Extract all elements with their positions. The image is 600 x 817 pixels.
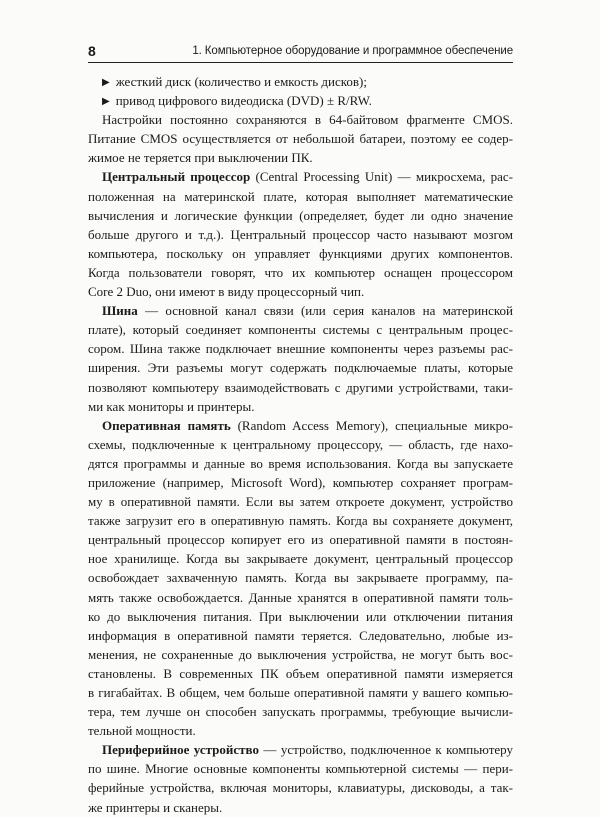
paragraph-line: ширения. Эти разъемы могут содержать подключаемые платы, которые: [88, 360, 513, 376]
paragraph-line: Периферийное устройство — устройство, подключенное к компьютеру: [102, 742, 514, 758]
paragraph-line: же принтеры и сканеры.: [88, 799, 223, 815]
paragraph-line: информация в оперативной памяти теряется. Следовательно, любые из-: [88, 627, 513, 643]
paragraph-line: больше другого и т.д.). Центральный процессор часто называют мозгом: [88, 226, 513, 242]
paragraph-line: положенная на материнской плате, которая выполняет математические: [88, 188, 513, 204]
paragraph-line: тера, тем лучше он способен запускать программы, требующие вычисли-: [88, 704, 513, 720]
paragraph-line: Шина — основной канал связи (или серия каналов на материнской: [102, 303, 513, 319]
paragraph-line: Центральный процессор (Central Processing Unit) — микросхема, рас-: [102, 169, 514, 185]
paragraph-line: жимое не теряется при выключении ПК.: [88, 150, 313, 166]
bullet-triangle-icon: ▶: [102, 77, 110, 88]
running-head: 1. Компьютерное оборудование и программное обеспечение: [192, 45, 513, 57]
bullet-triangle-icon: ▶: [102, 96, 110, 108]
term-bus: Шина: [102, 303, 138, 319]
paragraph-line: ферийные устройства, включая мониторы, клавиатуры, дисководы, а так-: [88, 780, 513, 796]
paragraph-line: Оперативная память (Random Access Memory), специальные микро-: [102, 417, 513, 433]
paragraph-line: схемы, подключенные к центральному процессору, — область, где нахо-: [88, 436, 513, 452]
paragraph-line: также загрузит его в оперативную память. Когда вы сохраняете документ,: [88, 513, 513, 529]
paragraph-line: тельной мощности.: [88, 723, 196, 739]
paragraph-line: сором. Шина также подключает внешние компоненты через разъемы рас-: [88, 341, 513, 357]
paragraph-line: ко до выключения питания. При выключении или отключении питания: [88, 608, 513, 624]
term-cpu: Центральный процессор: [102, 169, 251, 185]
paragraph-line: в гигабайтах. В общем, чем больше оперативной памяти у вашего компью-: [88, 685, 513, 700]
term-ram: Оперативная память: [102, 417, 231, 433]
paragraph-line: приложение (например, Microsoft Word), компьютер сохраняет програм-: [88, 474, 513, 490]
page-body: [88, 72, 513, 817]
paragraph-line: становлены. В современных ПК объем оперативной памяти измеряется: [88, 665, 513, 681]
paragraph-line: ми как мониторы и принтеры.: [88, 398, 255, 414]
page-header: [88, 40, 513, 63]
paragraph-line: по шине. Многие основные компоненты компьютерной системы — пери-: [88, 761, 513, 777]
paragraph-line: менения, не сохраненные до выключения устройства, не могут быть вос-: [88, 646, 513, 662]
paragraph-line: дятся программы и данные во время использования. Когда вы запускаете: [88, 455, 513, 471]
paragraph-line: позволяют компьютеру взаимодействовать с другими устройствами, таки-: [88, 379, 513, 395]
paragraph-line: му в оперативной памяти. Если вы затем откроете документ, устройство: [88, 494, 513, 510]
paragraph-line: мять также освобождается. Данные хранятся в оперативной памяти толь-: [88, 589, 513, 605]
bullet-item: ▶ привод цифрового видеодиска (DVD) ± R/RW.: [102, 93, 372, 109]
term-peripheral: Периферийное устройство: [102, 742, 259, 758]
paragraph-line: Когда пользователи говорят, что их компьютер оснащен процессором: [88, 264, 513, 280]
paragraph-line: Настройки постоянно сохраняются в 64-байтовом фрагменте CMOS.: [102, 112, 513, 128]
paragraph-line: плате), который соединяет компоненты системы с центральным процес-: [88, 322, 513, 338]
bullet-item: ▶ жесткий диск (количество и емкость дисков);: [102, 74, 367, 89]
paragraph-line: Питание CMOS осуществляется от небольшой батареи, поэтому ее содер-: [88, 131, 513, 147]
paragraph-line: центральный процессор копирует его из оперативной памяти в постоян-: [88, 532, 513, 548]
paragraph-line: освобождает захваченную память. Когда вы закрываете программу, па-: [88, 570, 513, 586]
page-number: 8: [88, 43, 96, 59]
paragraph-line: компьютера, поскольку он управляет функциями других компонентов.: [88, 245, 513, 261]
paragraph-line: Core 2 Duo, они имеют в виду процессорный чип.: [88, 284, 365, 300]
paragraph-line: ное хранилище. Когда вы закрываете документ, центральный процессор: [88, 551, 513, 567]
paragraph-line: вычисления и логические функции (определяет, будет ли одно значение: [88, 207, 513, 223]
